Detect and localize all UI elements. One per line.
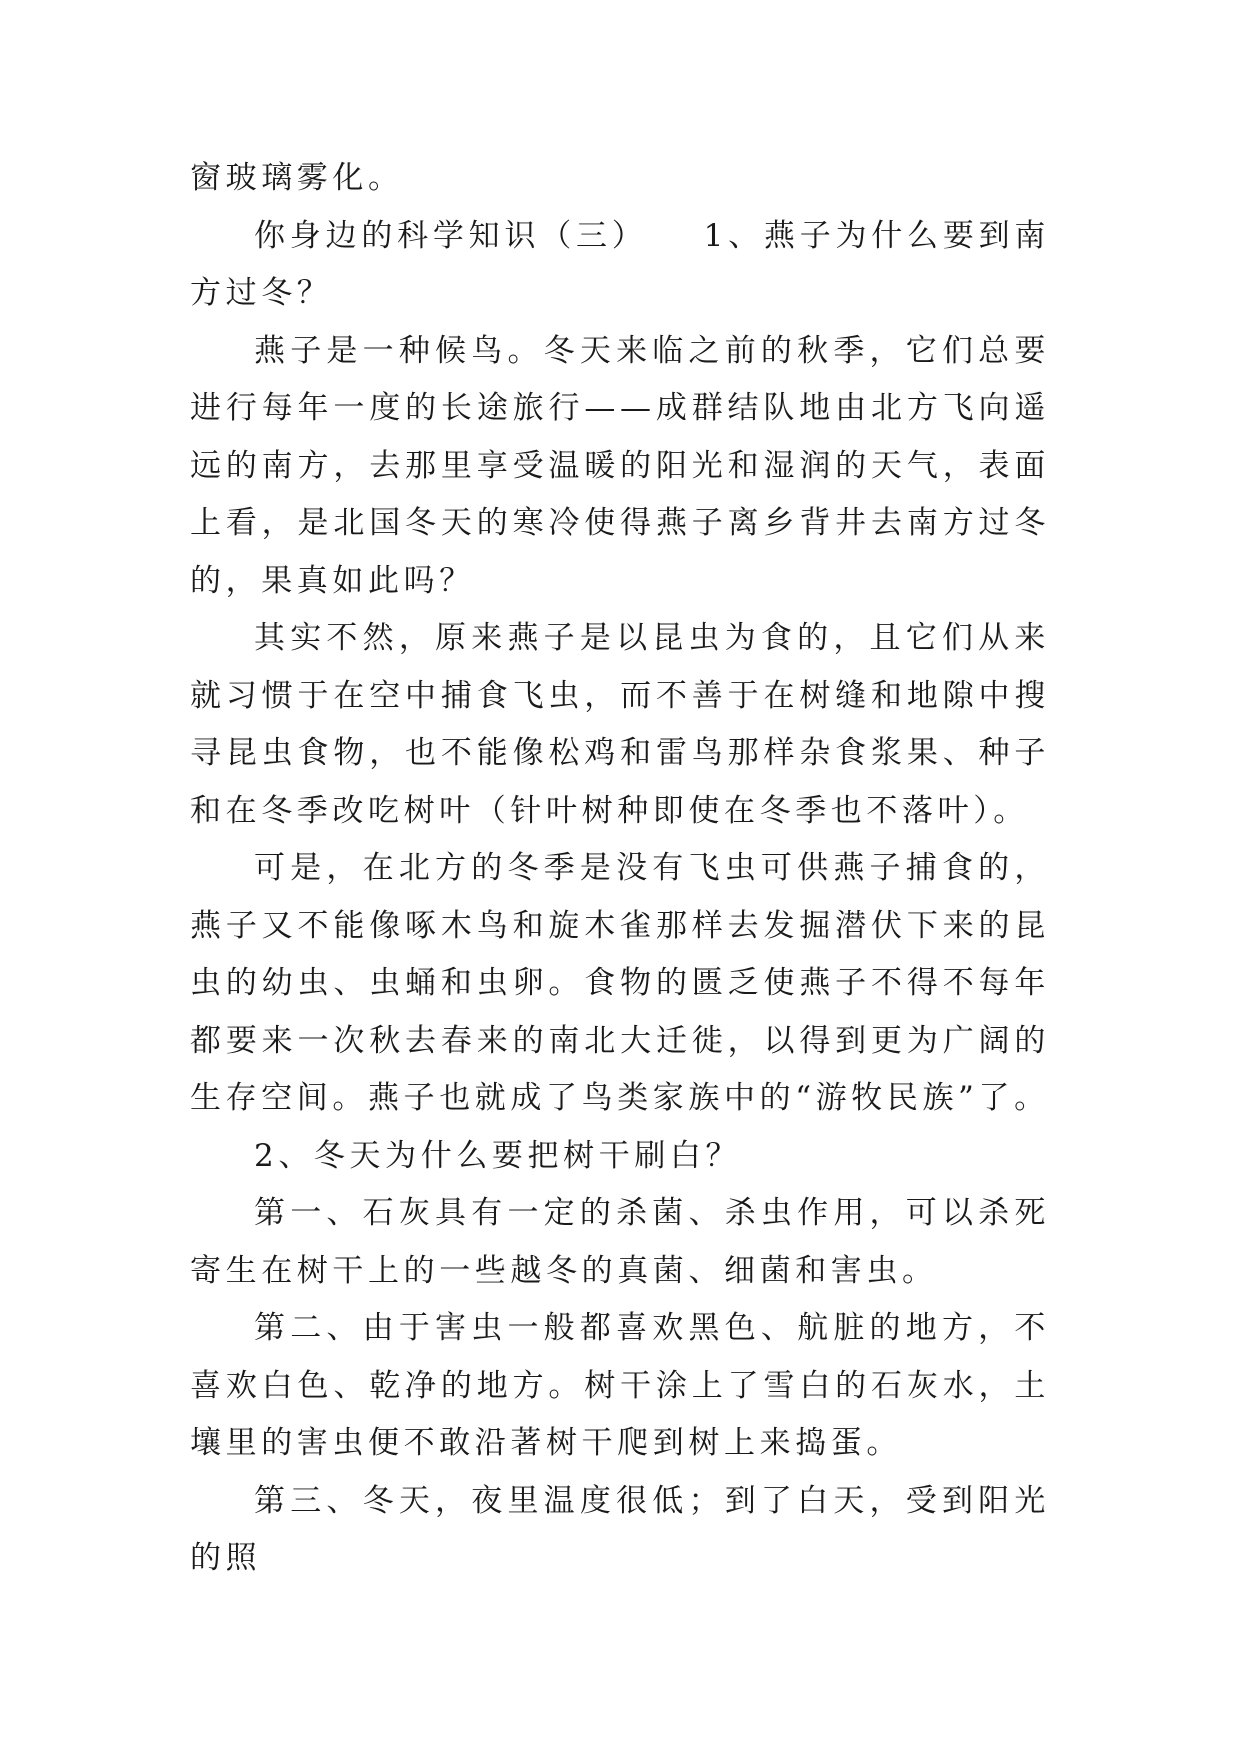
paragraph-9: 第三、冬天，夜里温度很低；到了白天，受到阳光的照 bbox=[190, 1482, 1050, 1576]
paragraph-2: 你身边的科学知识（三） 1、燕子为什么要到南方过冬？ bbox=[190, 217, 1050, 311]
paragraph-4: 其实不然，原来燕子是以昆虫为食的，且它们从来就习惯于在空中捕食飞虫，而不善于在树缝和地隙中搜寻昆虫食物，也不能像松鸡和雷鸟那样杂食浆果、种子和在冬季改吃树叶（针叶树种即使在冬季也不落叶）。 bbox=[190, 620, 1050, 829]
paragraph-5: 可是，在北方的冬季是没有飞虫可供燕子捕食的，燕子又不能像啄木鸟和旋木雀那样去发掘潜伏下来的昆虫的幼虫、虫蛹和虫卵。食物的匮乏使燕子不得不每年都要来一次秋去春来的南北大迁徙，以得到更为广阔的生存空间。燕子也就成了鸟类家族中的“游牧民族”了。 bbox=[190, 850, 1050, 1116]
document-page bbox=[190, 150, 1050, 1588]
paragraph-6: 2、冬天为什么要把树干刷白？ bbox=[254, 1137, 742, 1174]
paragraph-3: 燕子是一种候鸟。冬天来临之前的秋季，它们总要进行每年一度的长途旅行——成群结队地由北方飞向遥远的南方，去那里享受温暖的阳光和湿润的天气，表面上看，是北国冬天的寒冷使得燕子离乡背井去南方过冬的，果真如此吗？ bbox=[190, 332, 1050, 599]
paragraph-7: 第一、石灰具有一定的杀菌、杀虫作用，可以杀死寄生在树干上的一些越冬的真菌、细菌和害虫。 bbox=[190, 1195, 1050, 1289]
paragraph-1: 窗玻璃雾化。 bbox=[190, 160, 404, 196]
paragraph-8: 第二、由于害虫一般都喜欢黑色、航脏的地方，不喜欢白色、乾净的地方。树干涂上了雪白的石灰水，土壤里的害虫便不敢沿著树干爬到树上来捣蛋。 bbox=[190, 1310, 1050, 1461]
